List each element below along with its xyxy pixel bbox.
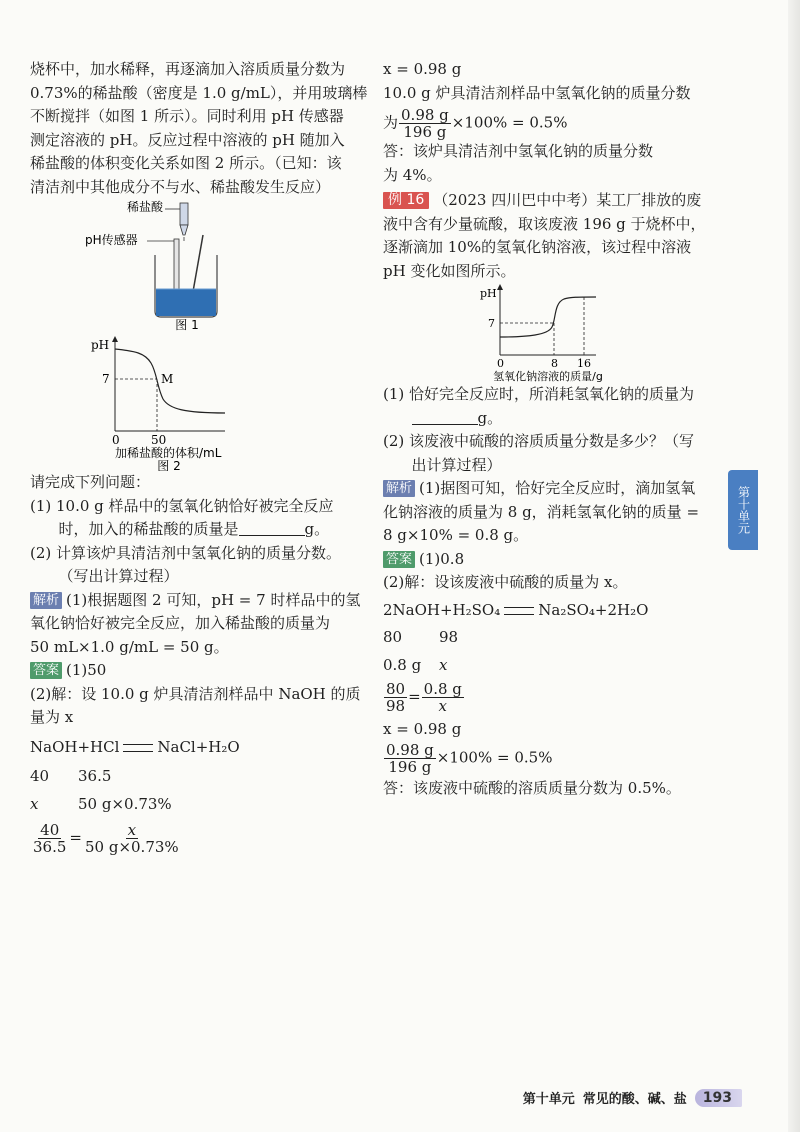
answer-block: 答案 (1)50 <box>30 659 360 683</box>
text-line: 稀盐酸的体积变化关系如图 2 所示。（已知：该 <box>30 154 342 172</box>
example-analysis: 解析 (1)据图可知，恰好完全反应时，滴加氢氧 化钠溶液的质量为 8 g，消耗氢氧化钠的质量 = 8 g×10% = 0.8 g。 <box>383 479 700 544</box>
analysis-tag: 解析 <box>383 480 415 497</box>
text-line: 测定溶液的 pH。反应过程中溶液的 pH 随加入 <box>30 130 345 149</box>
example-question-2: (2) 该废液中硫酸的溶质质量分数是多少？（写 出计算过程） <box>383 432 695 474</box>
example-tag: 例 16 <box>383 192 429 209</box>
proportion: $\frac{80}{98}$ = $\frac{0.8 g}{x}$ <box>386 680 462 715</box>
label-sensor: pH传感器 <box>85 233 138 247</box>
questions-intro: 请完成下列问题： <box>30 473 151 491</box>
example-question-1: (1) 恰好完全反应时，所消耗氢氧化钠的质量为 g。 <box>383 385 695 427</box>
proportion: $\frac{40}{36.5}$ = $\frac{x}{50 g\times 0.73\%}$ <box>33 821 179 856</box>
intro-paragraph <box>30 58 368 199</box>
x-result: x = 0.98 g <box>383 60 462 78</box>
percent-line: 10.0 g 炉具清洁剂样品中氢氧化钠的质量分数 <box>383 83 691 102</box>
chemical-equation: NaOH+HCl NaCl+H₂O <box>30 737 240 756</box>
question-2: (2) 计算该炉具清洁剂中氢氧化钠的质量分数。 （写出计算过程） <box>30 543 342 585</box>
svg-text:7: 7 <box>488 317 495 330</box>
chemical-equation: 2NaOH+H₂SO₄ Na₂SO₄+2H₂O <box>383 600 649 619</box>
figure-1-beaker <box>75 199 315 331</box>
page-number: 193 <box>695 1089 742 1107</box>
answer-tag: 答案 <box>383 551 415 568</box>
svg-text:0: 0 <box>497 357 504 370</box>
svg-text:氢氧化钠溶液的质量/g: 氢氧化钠溶液的质量/g <box>493 370 603 383</box>
answer-text: 答：该炉具清洁剂中氢氧化钠的质量分数 为 4%。 <box>383 142 654 184</box>
page-edge <box>788 0 800 1132</box>
example-answer: 答案 (1)0.8 <box>383 548 713 572</box>
footer-unit: 第十单元 <box>522 1092 575 1107</box>
svg-text:16: 16 <box>577 357 591 370</box>
example-16: 例 16 （2023 四川巴中中考）某工厂排放的废 液中含有少量硫酸，取该废液 196 g 于烧杯中， 逐渐滴加 10%的氢氧化钠溶液，该过程中溶液 pH 变化如图所示。 <box>383 191 706 280</box>
text-line: 清洁剂中其他成分不与水、稀盐酸发生反应） <box>30 177 331 196</box>
x-tick-0: 0 <box>112 433 120 447</box>
example-solution: (2)解：设该废液中硫酸的质量为 x。 2NaOH+H₂SO₄ Na₂SO₄+2H₂O 80 98 0.8 g x $\frac{80}{98}$ = $\frac{0.8 g}{x}$ x = 0.98 g $\frac{0.98 g}{196 g}$ ×100% = 0.5% 答：该废液中硫酸的溶质质量分数为 0.5%。 <box>383 571 713 800</box>
percent-calc: 为 $\frac{0.98 g}{196 g}$ ×100% = 0.5% <box>383 106 568 141</box>
analysis-tag: 解析 <box>30 592 62 609</box>
y-axis-label: pH <box>91 338 110 352</box>
text-line: 0.73%的稀盐酸（密度是 1.0 g/mL），并用玻璃棒 <box>30 83 368 102</box>
unit-side-tab[interactable]: 第十单元 <box>728 470 758 550</box>
figure-2-ph-curve <box>75 331 315 471</box>
percent-calc: $\frac{0.98 g}{196 g}$ ×100% = 0.5% <box>386 740 553 776</box>
example-ph-curve <box>448 283 648 383</box>
label-acid: 稀盐酸 <box>127 200 164 214</box>
left-column <box>30 58 368 856</box>
x-tick-50: 50 <box>151 433 167 447</box>
figure-2-caption: 图 2 <box>157 459 181 471</box>
question-1: (1) 10.0 g 样品中的氢氧化钠恰好被完全反应 时，加入的稀盐酸的质量是 g。 <box>30 496 334 538</box>
text-line: 不断搅拌（如图 1 所示）。同时利用 pH 传感器 <box>30 107 344 125</box>
x-axis-label: 加稀盐酸的体积/mL <box>115 446 222 460</box>
analysis-block: 解析 (1)根据题图 2 可知，pH = 7 时样品中的氢 氧化钠恰好被完全反应，加入稀盐酸的质量为 50 mL×1.0 g/mL = 50 g。 <box>30 590 361 656</box>
answer-tag: 答案 <box>30 662 62 679</box>
footer-title: 常见的酸、碱、盐 <box>582 1092 687 1107</box>
text-line: 烧杯中，加水稀释，再逐滴加入溶质质量分数为 <box>30 60 346 78</box>
svg-text:8: 8 <box>551 357 558 370</box>
solution-block: (2)解：设 10.0 g 炉具清洁剂样品中 NaOH 的质 量为 x NaOH+HCl NaCl+H₂O 40 36.5 x 50 g×0.73% $\frac{40}{36.5}$ = $\frac{x}{50 g\times 0.73\%}$ <box>30 684 361 856</box>
svg-text:pH: pH <box>480 287 497 300</box>
page-footer <box>523 1088 742 1107</box>
answer-blank <box>412 410 478 425</box>
right-column <box>383 58 713 800</box>
figure-1-caption: 图 1 <box>175 318 199 331</box>
point-m-label: M <box>161 372 174 386</box>
answer-blank <box>239 521 305 536</box>
y-tick-7: 7 <box>102 372 110 386</box>
